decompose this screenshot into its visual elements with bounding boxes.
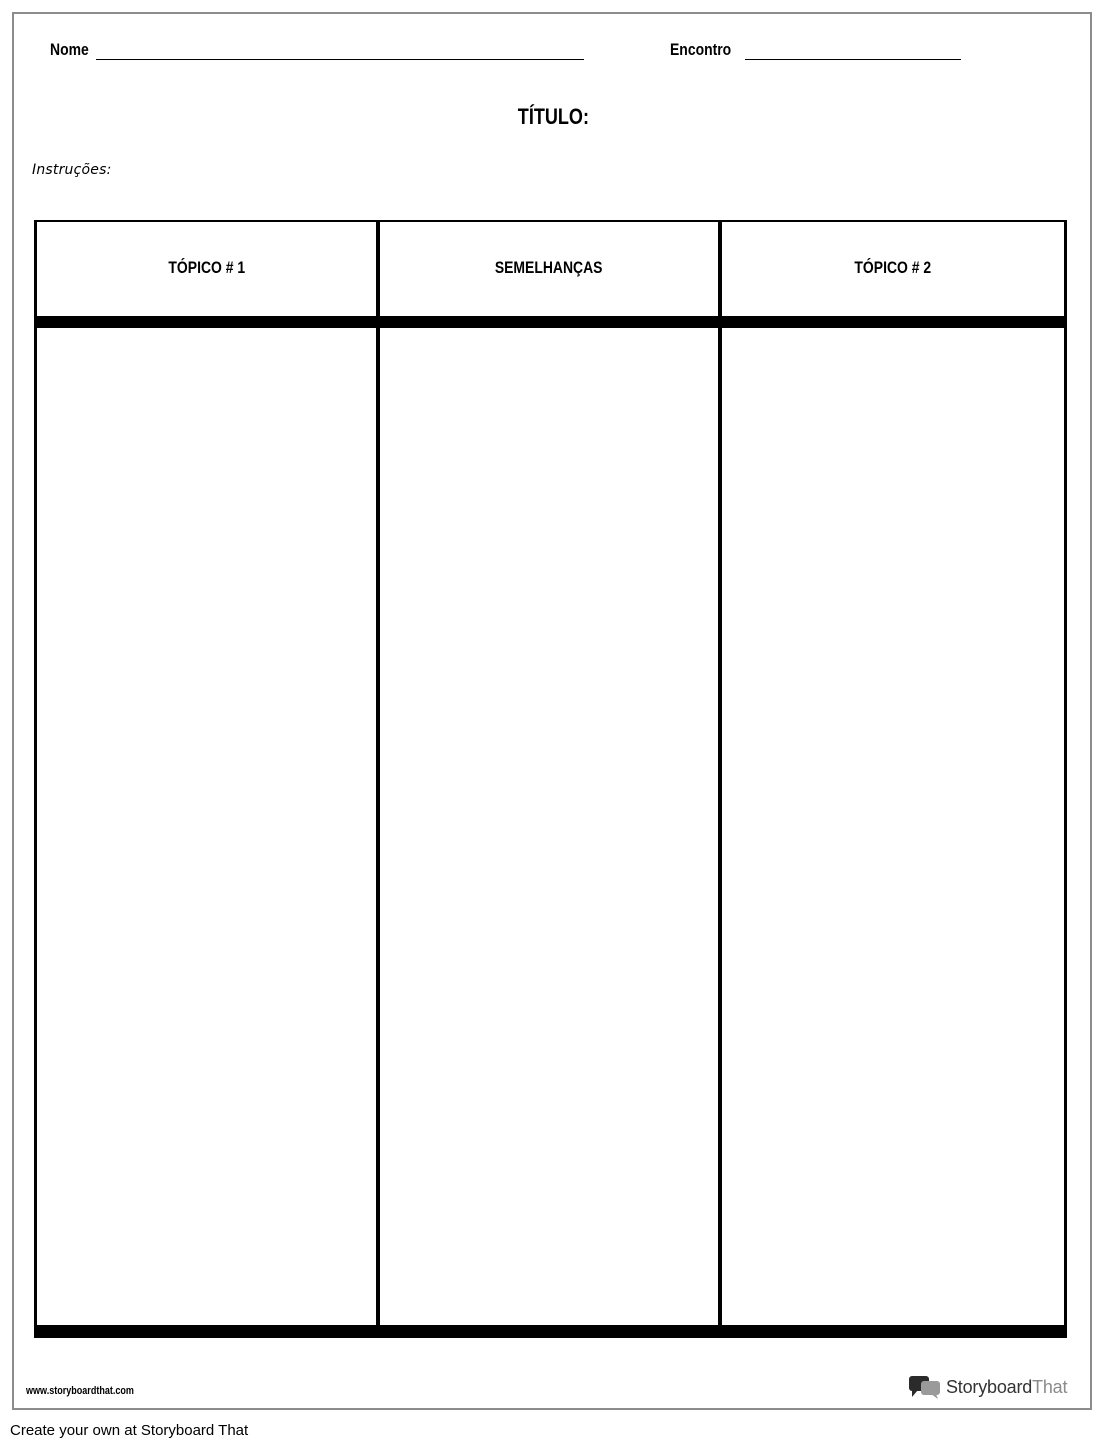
brand-name: StoryboardThat (946, 1376, 1068, 1397)
column-header-topic-2: TÓPICO # 2 (854, 258, 932, 277)
speech-bubbles-icon (909, 1375, 941, 1399)
footer-url: www.storyboardthat.com (26, 1385, 134, 1397)
column-body-topic-2[interactable] (722, 328, 1064, 1325)
header-divider (34, 316, 1067, 328)
column-header-topic-1: TÓPICO # 1 (168, 258, 245, 277)
name-input-line[interactable] (96, 59, 584, 60)
instructions-label: Instruções: (32, 162, 112, 178)
page-title: TÍTULO: (517, 104, 590, 129)
meeting-label: Encontro (670, 40, 732, 59)
name-label: Nome (50, 40, 89, 59)
column-body-similarities[interactable] (380, 328, 718, 1325)
column-header-similarities: SEMELHANÇAS (495, 258, 603, 277)
comparison-table (34, 220, 1067, 1338)
storyboardthat-logo[interactable] (909, 1374, 1067, 1400)
meeting-input-line[interactable] (745, 59, 961, 60)
column-body-topic-1[interactable] (37, 328, 376, 1325)
credit-link[interactable]: Create your own at Storyboard That (10, 1422, 249, 1439)
